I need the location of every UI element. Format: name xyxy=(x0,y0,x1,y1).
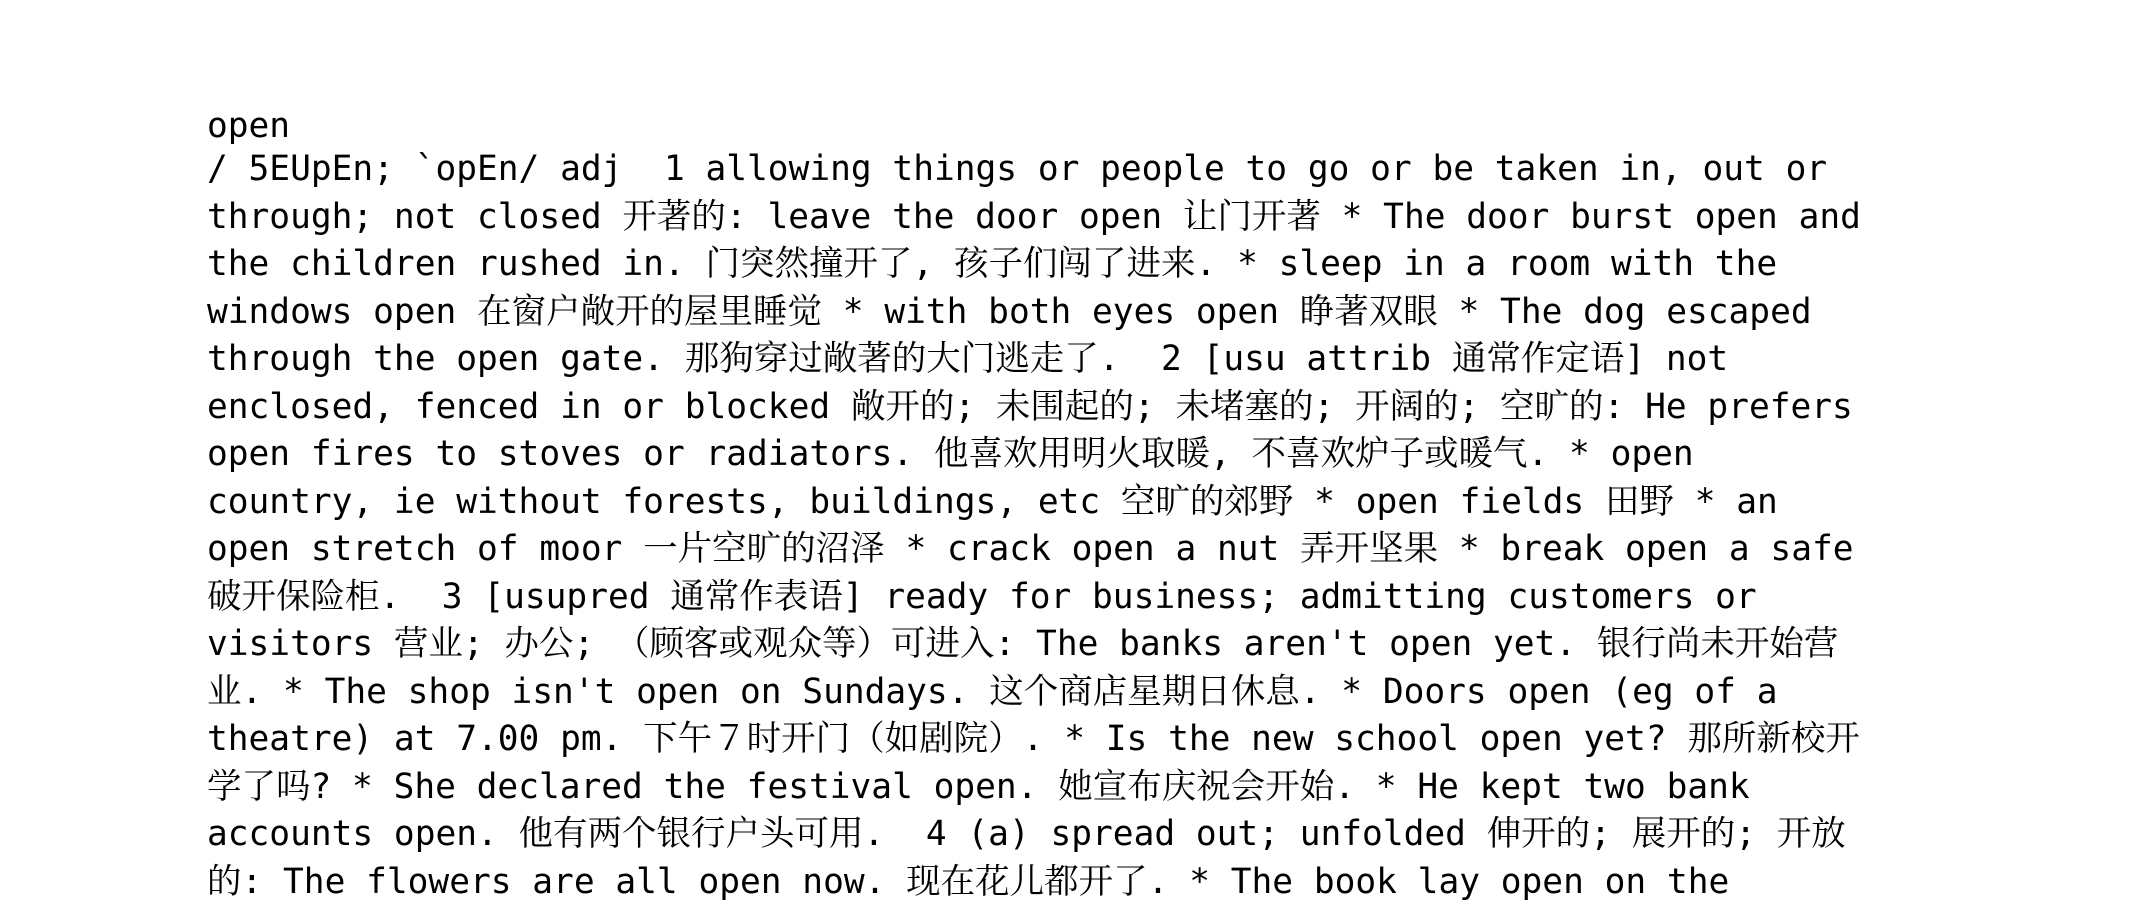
entry-line: 学了吗? * She declared the festival open. 她宣布庆祝会开始. * He kept two bank xyxy=(207,766,1750,807)
entry-line: open stretch of moor 一片空旷的沼泽 * crack open a nut 弄开坚果 * break open a safe xyxy=(207,529,1854,569)
entry-line: 业. * The shop isn't open on Sundays. 这个商店星期日休息. * Doors open (eg of a xyxy=(207,671,1778,712)
entry-line: open fires to stoves or radiators. 他喜欢用明火取暖, 不喜欢炉子或暖气. * open xyxy=(207,434,1694,474)
entry-line: 破开保险柜. 3 [usupred 通常作表语] ready for business; admitting customers or xyxy=(207,576,1757,617)
entry-line: through the open gate. 那狗穿过敞著的大门逃走了. 2 [usu attrib 通常作定语] not xyxy=(207,339,1729,379)
entry-line: country, ie without forests, buildings, etc 空旷的郊野 * open fields 田野 * an xyxy=(207,481,1778,522)
entry-line: the children rushed in. 门突然撞开了, 孩子们闯了进来. * sleep in a room with the xyxy=(207,244,1778,284)
entry-line: visitors 营业; 办公; （顾客或观众等）可进入: The banks aren't open yet. 银行尚未开始营 xyxy=(207,624,1839,664)
entry-line: theatre) at 7.00 pm. 下午７时开门（如剧院）. * Is the new school open yet? 那所新校开 xyxy=(207,719,1860,759)
dictionary-entry xyxy=(207,106,2107,900)
entry-headword: open xyxy=(207,106,291,146)
entry-line: through; not closed 开著的: leave the door open 让门开著 * The door burst open and xyxy=(207,196,1861,237)
entry-line: accounts open. 他有两个银行户头可用. 4 (a) spread out; unfolded 伸开的; 展开的; 开放 xyxy=(207,814,1846,854)
entry-line: / 5EUpEn; `opEn/ adj 1 allowing things or people to go or be taken in, out or xyxy=(207,149,1828,189)
entry-line: windows open 在窗户敞开的屋里睡觉 * with both eyes open 睁著双眼 * The dog escaped xyxy=(207,291,1812,332)
entry-line: 的: The flowers are all open now. 现在花儿都开了. * The book lay open on the xyxy=(207,861,1730,900)
entry-line: enclosed, fenced in or blocked 敞开的; 未围起的; 未堵塞的; 开阔的; 空旷的: He prefers xyxy=(207,386,1853,427)
